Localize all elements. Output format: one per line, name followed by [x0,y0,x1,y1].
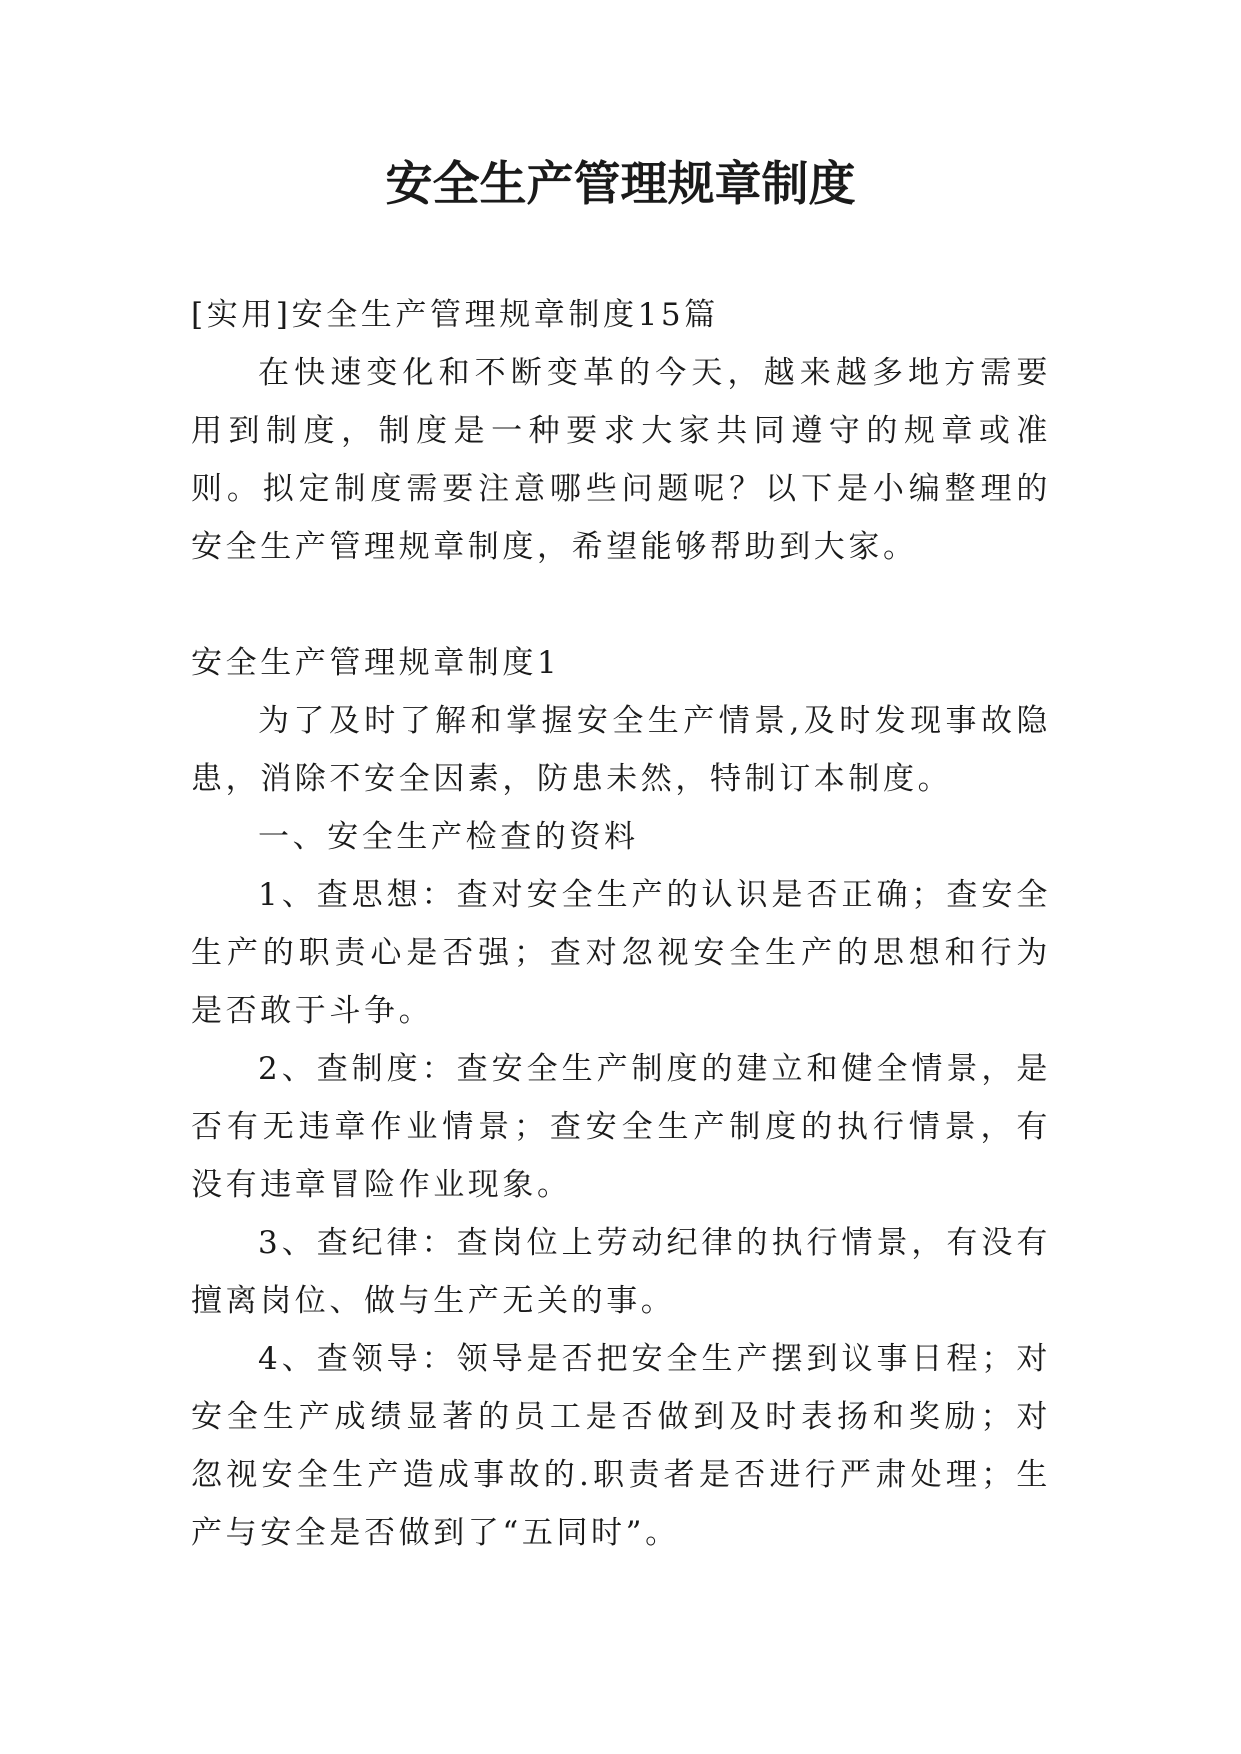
document-body [191,286,1051,1562]
intro-paragraph: 在快速变化和不断变革的今天，越来越多地方需要用到制度，制度是一种要求大家共同遵守的规章或准则。拟定制度需要注意哪些问题呢？以下是小编整理的安全生产管理规章制度，希望能够帮助到大家。 [191,355,1051,565]
section-paragraph-purpose: 为了及时了解和掌握安全生产情景,及时发现事故隐患，消除不安全因素，防患未然，特制订本制度。 [191,703,1051,797]
section-paragraph-check-content: 一、安全生产检查的资料 [258,819,639,855]
section-paragraph-item-2: 2、查制度：查安全生产制度的建立和健全情景，是否有无违章作业情景；查安全生产制度的执行情景，有没有违章冒险作业现象。 [191,1051,1051,1203]
document-title: 安全生产管理规章制度 [385,157,856,212]
document-subtitle: [实用]安全生产管理规章制度15篇 [191,297,719,333]
section-paragraph-item-1: 1、查思想：查对安全生产的认识是否正确；查安全生产的职责心是否强；查对忽视安全生产的思想和行为是否敢于斗争。 [191,877,1051,1029]
section-heading: 安全生产管理规章制度1 [191,645,561,681]
section-paragraph-item-3: 3、查纪律：查岗位上劳动纪律的执行情景，有没有擅离岗位、做与生产无关的事。 [191,1225,1051,1319]
section-paragraph-item-4: 4、查领导：领导是否把安全生产摆到议事日程；对安全生产成绩显著的员工是否做到及时表扬和奖励；对忽视安全生产造成事故的.职责者是否进行严肃处理；生产与安全是否做到了“五同时”。 [191,1341,1051,1551]
